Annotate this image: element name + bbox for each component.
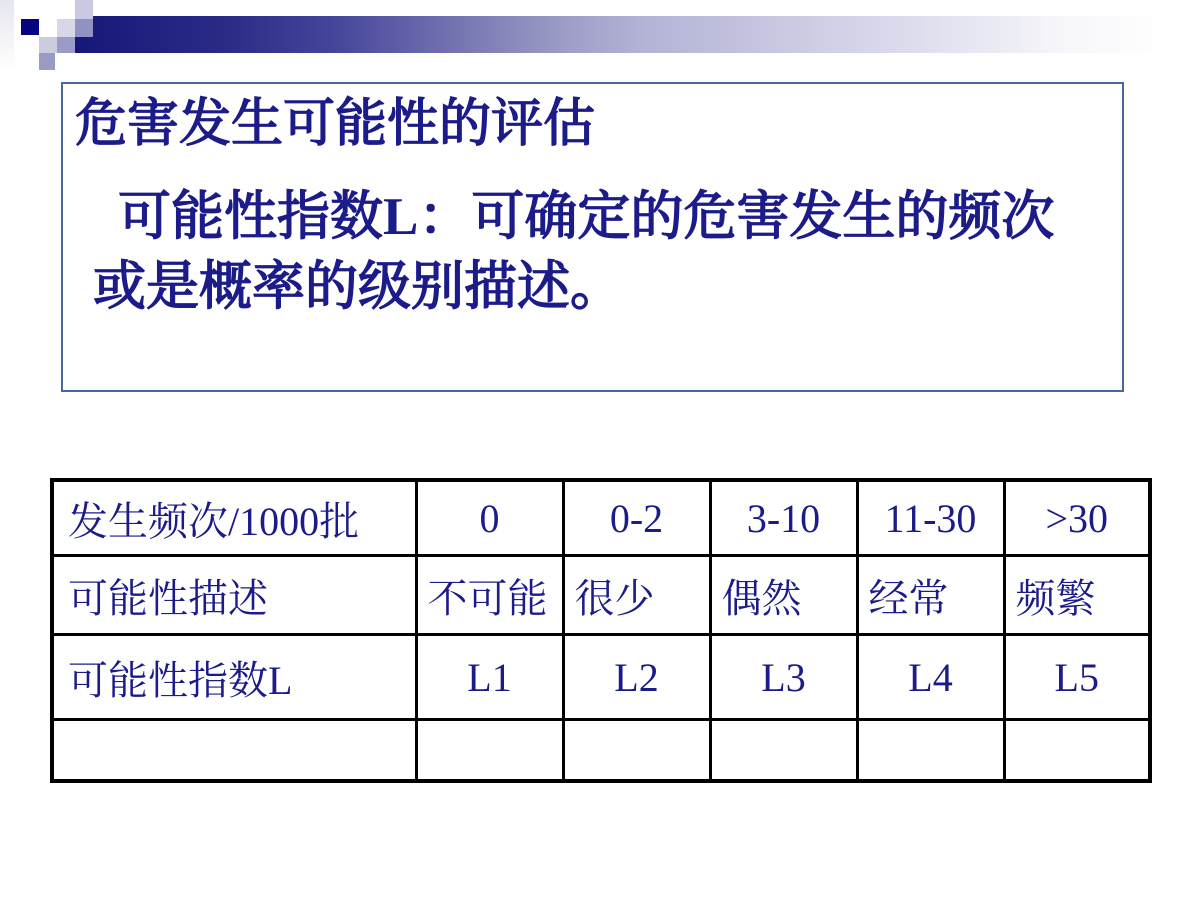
value-cell	[1004, 720, 1150, 782]
value-cell: 3-10	[710, 480, 857, 556]
likelihood-table	[50, 478, 1152, 783]
value-cell: L2	[563, 635, 710, 720]
value-cell: >30	[1004, 480, 1150, 556]
header-gradient-bar	[75, 16, 1200, 53]
decorative-square	[39, 53, 55, 70]
value-cell: 11-30	[857, 480, 1004, 556]
row-header-cell	[52, 720, 416, 782]
decorative-square	[21, 19, 39, 35]
decorative-square	[75, 0, 93, 19]
value-cell: L3	[710, 635, 857, 720]
table-row-frequency	[52, 480, 1150, 556]
decorative-strip	[0, 0, 14, 70]
table-row-description	[52, 556, 1150, 635]
body-text-line-2: 或是概率的级别描述。	[93, 258, 623, 316]
row-header-cell: 可能性描述	[52, 556, 416, 635]
value-cell: 0-2	[563, 480, 710, 556]
value-cell: 偶然	[710, 556, 857, 635]
value-cell: 经常	[857, 556, 1004, 635]
row-header-cell: 发生频次/1000批	[52, 480, 416, 556]
value-cell	[416, 720, 563, 782]
value-cell: 不可能	[416, 556, 563, 635]
decorative-square	[57, 37, 75, 53]
table-row-empty	[52, 720, 1150, 782]
row-header-cell: 可能性指数L	[52, 635, 416, 720]
table-row-index	[52, 635, 1150, 720]
value-cell: L5	[1004, 635, 1150, 720]
value-cell: L4	[857, 635, 1004, 720]
value-cell: 频繁	[1004, 556, 1150, 635]
title-box	[61, 82, 1124, 392]
body-text	[93, 182, 1103, 322]
value-cell: L1	[416, 635, 563, 720]
value-cell: 0	[416, 480, 563, 556]
value-cell	[857, 720, 1004, 782]
value-cell	[563, 720, 710, 782]
body-text-line-1: 可能性指数L：可确定的危害发生的频次	[118, 188, 1055, 246]
decorative-square	[75, 19, 93, 37]
slide-title: 危害发生可能性的评估	[75, 96, 596, 153]
decorative-square	[57, 19, 75, 37]
value-cell: 很少	[563, 556, 710, 635]
value-cell	[710, 720, 857, 782]
decorative-square	[39, 37, 57, 53]
